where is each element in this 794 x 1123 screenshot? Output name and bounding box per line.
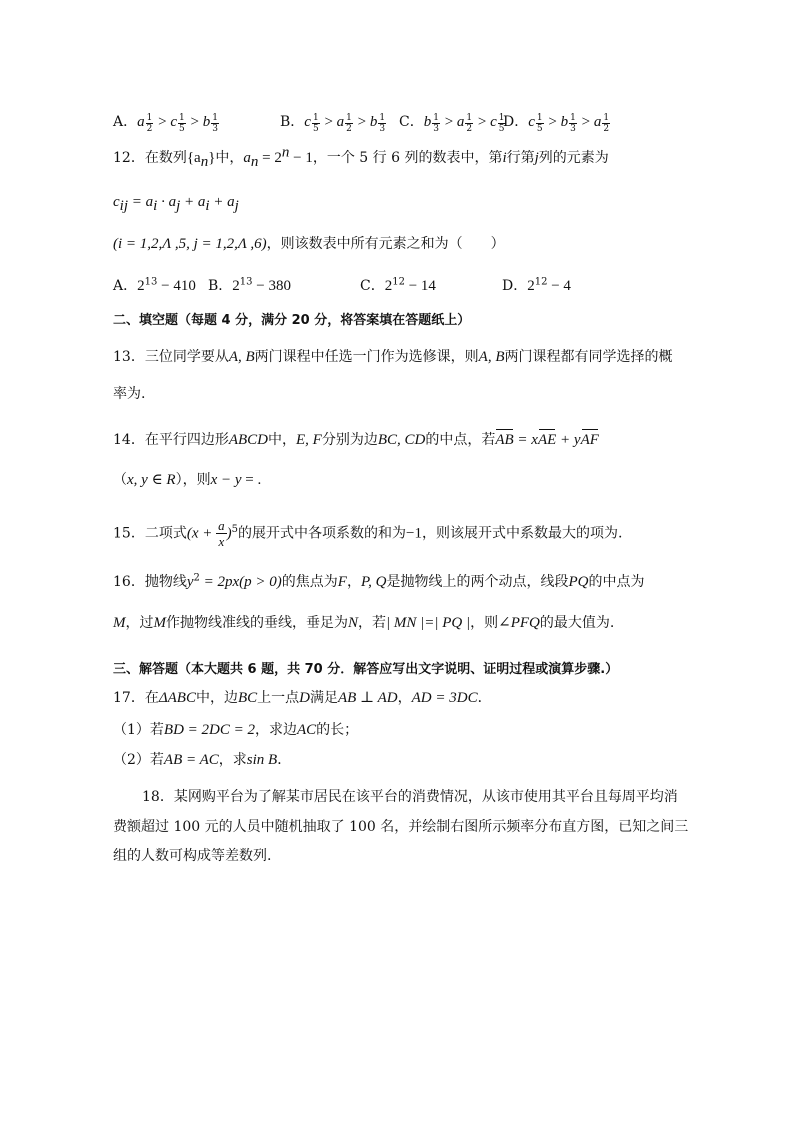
q12-option-b: B．$2^{13} - 380$ xyxy=(208,276,291,294)
q12-question: (i = 1,2,Λ ,5, j = 1,2,Λ ,6)，则该数表中所有元素之和为（ ） xyxy=(113,236,505,252)
q17-part1: （1）若BD = 2DC = 2，求边AC的长； xyxy=(113,722,359,738)
q12-option-a: A．$2^{13} - 410$ xyxy=(113,276,196,294)
q16-line2: M，过M作抛物线准线的垂线，垂足为N，若| MN |=| PQ |，则∠PFQ的最大值为. xyxy=(113,615,615,631)
q18-line3: 组的人数可构成等差数列. xyxy=(113,848,272,864)
q11-option-c: C．b $\frac{1}{3}$ > a $\frac{1}{2}$ > c $\frac{1}{5}$ xyxy=(399,113,505,135)
q12-stem: 12．在数列$\{a_n\}$中，$a_n = 2^n - 1$，一个 5 行 6 列的数表中，第i行第j列的元素为 xyxy=(113,144,609,170)
q14-line2: （x, y ∈ R），则x − y = . xyxy=(113,472,262,488)
q11-option-d: D．c $\frac{1}{5}$ > b $\frac{1}{3}$ > a $\frac{1}{2}$ xyxy=(503,113,610,135)
q11-option-a: A．a $\frac{1}{2}$ > c $\frac{1}{5}$ > b $\frac{1}{3}$ xyxy=(113,113,218,135)
q17-part2: （2）若AB = AC，求sin B． xyxy=(113,752,292,768)
q12-option-c: C．$2^{12} - 14$ xyxy=(360,276,436,294)
q12-option-d: D．$2^{12} - 4$ xyxy=(502,276,571,294)
q16-line1: 16．抛物线$y^2 = 2px(p > 0)$的焦点为F，P, Q是抛物线上的两个动点，线段PQ的中点为 xyxy=(113,572,645,590)
q11-option-b: B．c $\frac{1}{5}$ > a $\frac{1}{2}$ > b $\frac{1}{3}$ xyxy=(280,113,386,135)
q18-line2: 费额超过 100 元的人员中随机抽取了 100 名，并绘制右图所示频率分布直方图，已知之间三 xyxy=(113,819,689,835)
q13-line1: 13．三位同学要从A, B两门课程中任选一门作为选修课，则A, B两门课程都有同学选择的概 xyxy=(113,349,673,365)
q15-fraction: $\frac{a}{x}$ xyxy=(218,518,225,549)
q13-line2: 率为. xyxy=(113,386,146,402)
q14-line1: 14．在平行四边形ABCD中，E, F分别为边BC, CD的中点，若AB = xAE + yAF xyxy=(113,432,599,448)
section3-heading: 三、解答题（本大题共 6 题，共 70 分．解答应写出文字说明、证明过程或演算步骤.） xyxy=(113,662,619,677)
section2-heading: 二、填空题（每题 4 分，满分 20 分，将答案填在答题纸上） xyxy=(113,313,471,328)
q15-line: 15．二项式(x + $\frac{a}{x}$ )$^5$的展开式中各项系数的和为−1，则该展开式中系数最大的项为. xyxy=(113,518,623,549)
q17-stem: 17．在ΔABC中，边BC上一点D满足AB ⊥ AD，AD = 3DC． xyxy=(113,690,492,706)
q18-line1: 18．某网购平台为了解某市居民在该平台的消费情况，从该市使用其平台且每周平均消 xyxy=(142,789,678,805)
q12-cij-formula: $c_{ij} = a_i \cdot a_j + a_i + a_j$ xyxy=(113,194,239,214)
